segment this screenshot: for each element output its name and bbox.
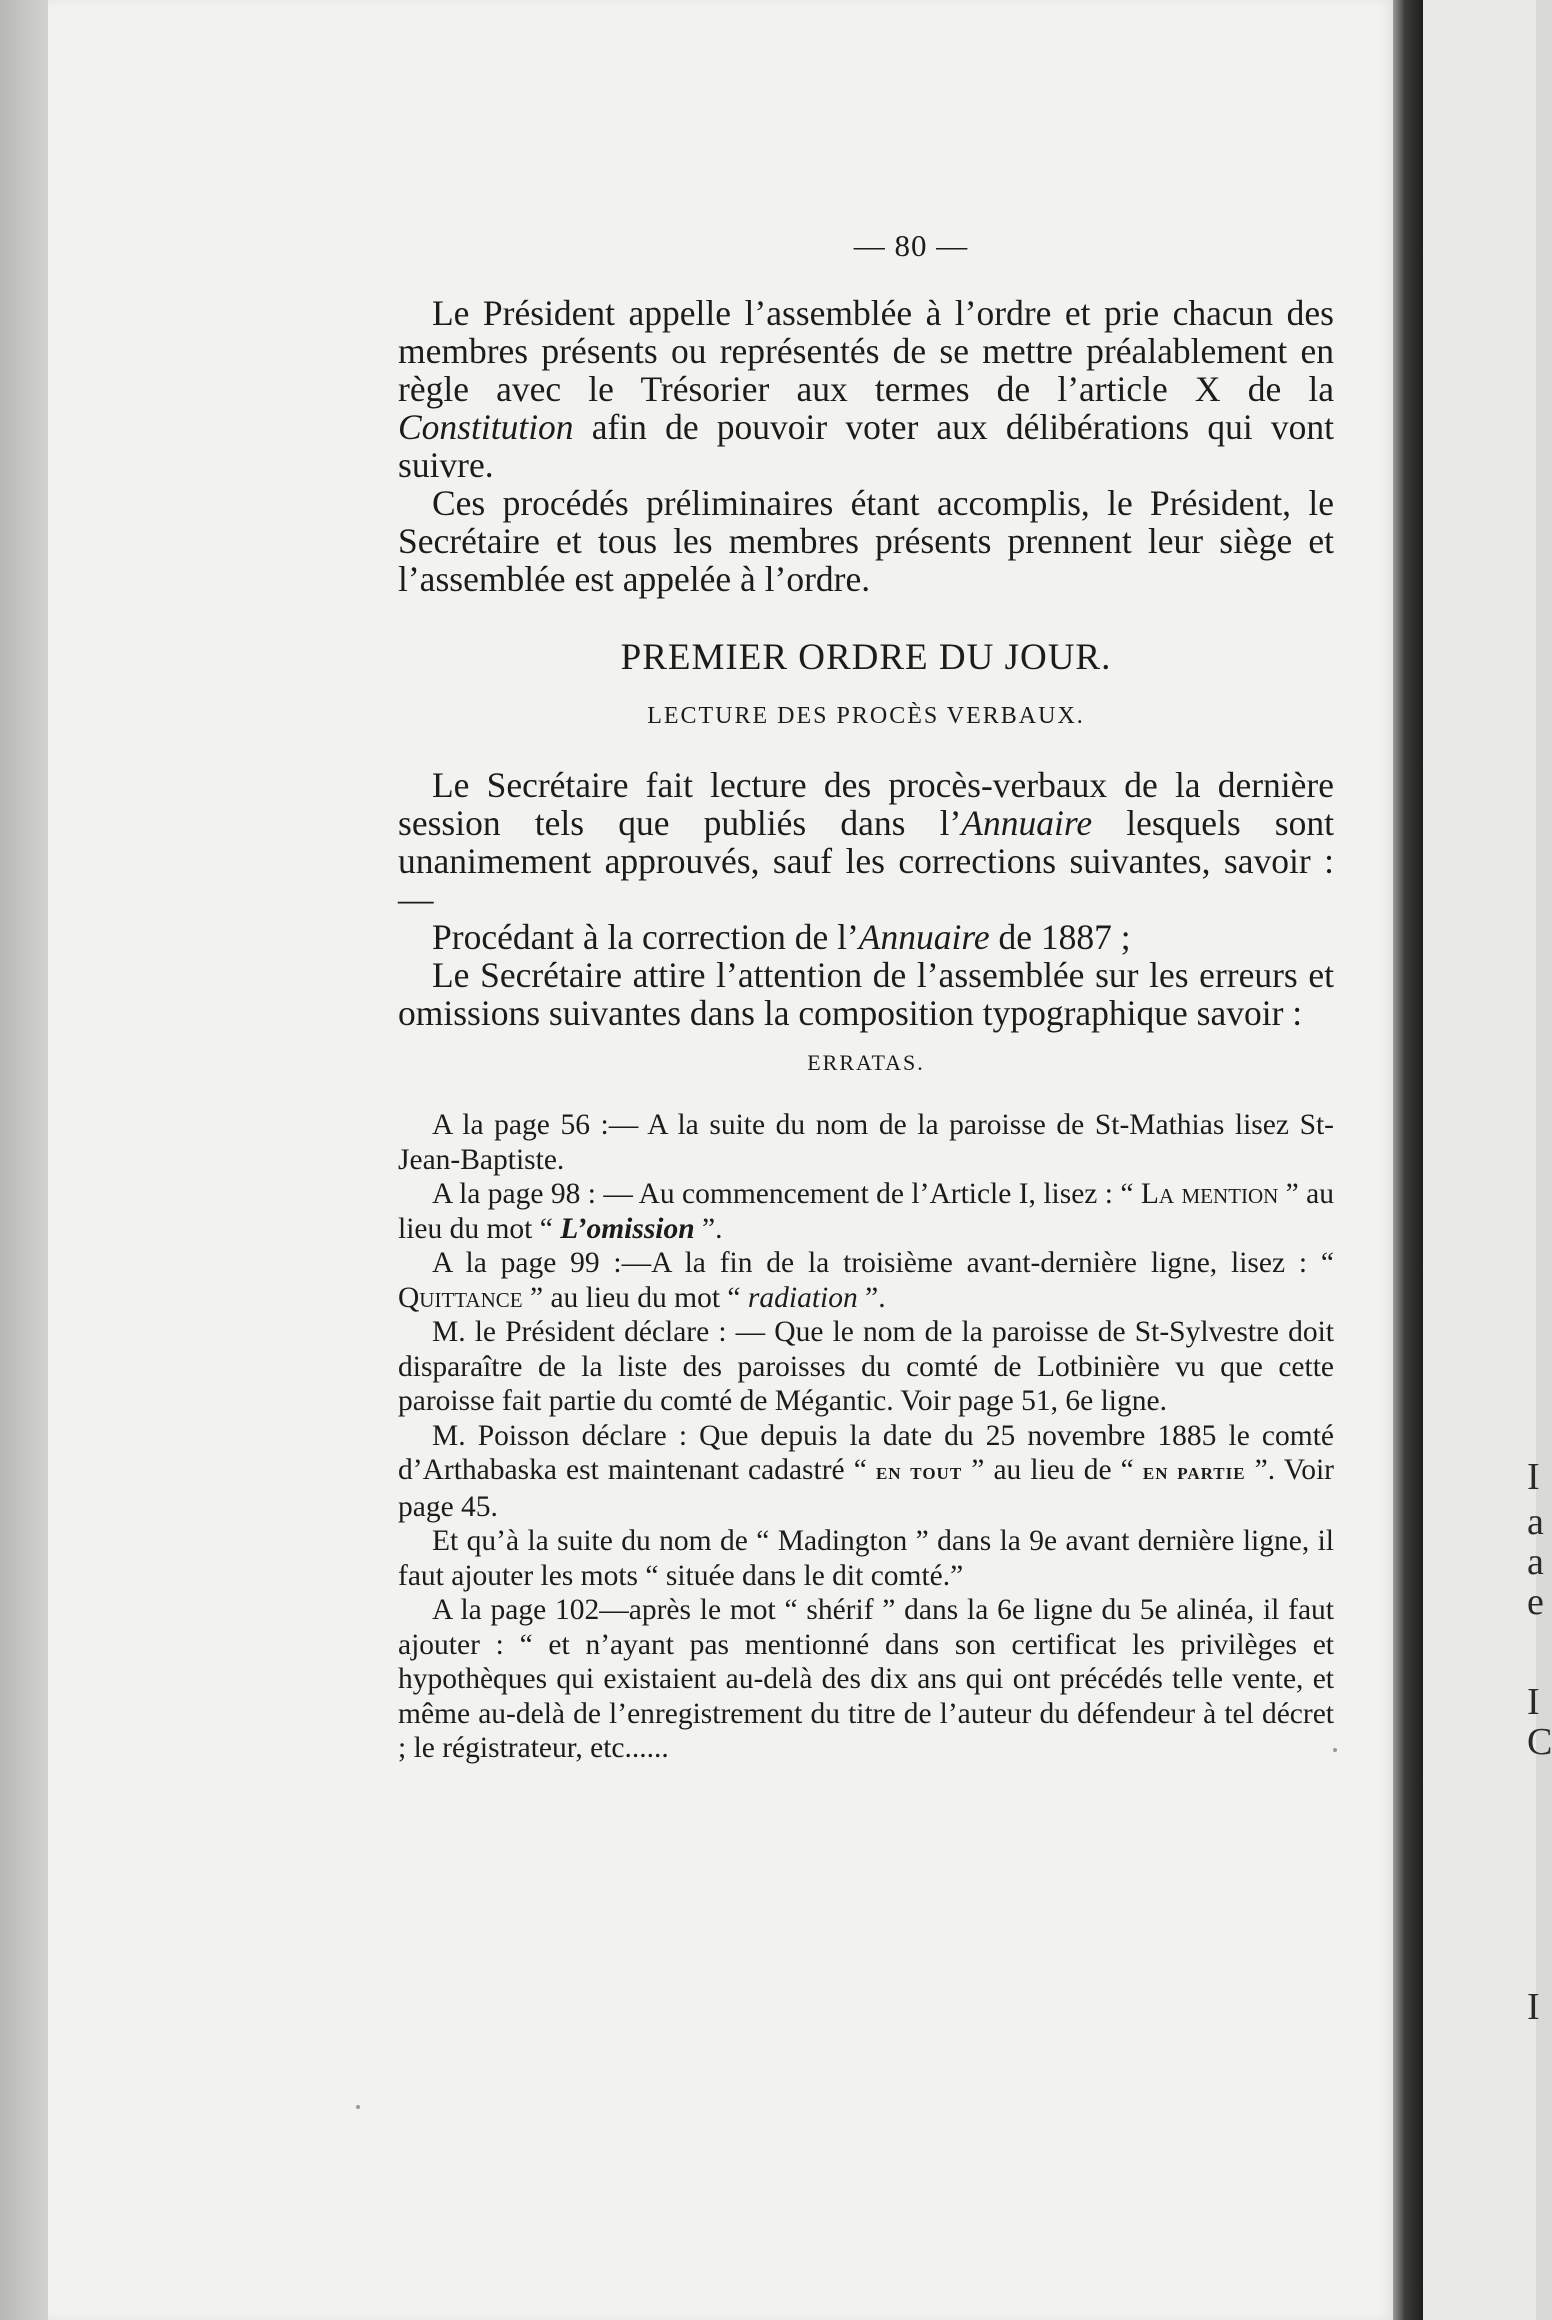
small-caps-term: en tout	[875, 1459, 963, 1485]
italic-term: Annuaire	[858, 917, 990, 957]
paper-speck	[1333, 1748, 1337, 1752]
small-caps-term: La mention	[1140, 1178, 1279, 1210]
adjacent-page-fragment: C	[1527, 1721, 1552, 1763]
adjacent-page-fragment: I	[1527, 1681, 1540, 1723]
adjacent-page-fragment: e	[1527, 1581, 1544, 1623]
errata-item-5: M. Poisson déclare : Que depuis la date du 25 novembre 1885 le comté d’Arthabaska est maintenant cadastré “ en tout ” au lieu de “ en partie ”. Voir page 45.	[398, 1419, 1334, 1523]
reading-paragraph-1: Le Secrétaire fait lecture des procès-verbaux de la dernière session tels que publiés dans l’Annuaire lesquels sont unanimement approuvés, sauf les corrections suivantes, savoir :—	[398, 765, 1334, 919]
page-gutter-edge	[1393, 0, 1423, 2320]
intro-paragraph-2: Ces procédés préliminaires étant accomplis, le Président, le Secrétaire et tous les membres présents prennent leur siège et l’assemblée est appelée à l’ordre.	[398, 483, 1334, 599]
reading-paragraph-2: Procédant à la correction de l’Annuaire de 1887 ;	[432, 917, 1131, 957]
intro-paragraph-1: Le Président appelle l’assemblée à l’ordre et prie chacun des membres présents ou représentés de se mettre préalablement en règle avec le Trésorier aux termes de l’article X de la Constitution afin de pouvoir voter aux délibérations qui vont suivre.	[398, 293, 1334, 485]
page-content	[398, 228, 1334, 1766]
errata-item-3: A la page 99 :—A la fin de la troisième avant-dernière ligne, lisez : “ Quittance ” au lieu du mot “ radiation ”.	[398, 1247, 1334, 1314]
errata-heading: ERRATAS.	[807, 1050, 925, 1075]
small-caps-term: Quittance	[398, 1281, 523, 1314]
italic-term: Annuaire	[961, 803, 1093, 843]
errata-section	[398, 1108, 1334, 1766]
italic-term: L’omission	[560, 1212, 695, 1245]
intro-section	[398, 294, 1334, 598]
section-heading: PREMIER ORDRE DU JOUR.	[620, 637, 1112, 678]
page-number: — 80 —	[853, 228, 969, 263]
adjacent-page-fragment: I	[1527, 1986, 1540, 2028]
small-caps-term: en partie	[1142, 1459, 1246, 1485]
subsection-heading: LECTURE DES PROCÈS VERBAUX.	[647, 703, 1085, 729]
reading-section	[398, 766, 1334, 1032]
reading-paragraph-3: Le Secrétaire attire l’attention de l’assemblée sur les erreurs et omissions suivantes dans la composition typographique savoir :	[398, 955, 1334, 1033]
italic-term: radiation	[747, 1281, 858, 1314]
paper-speck	[356, 2105, 360, 2109]
adjacent-page-strip	[1423, 0, 1552, 2320]
errata-item-2: A la page 98 : — Au commencement de l’Article I, lisez : “ La mention ” au lieu du mot “ L’omission ”.	[398, 1178, 1335, 1245]
adjacent-page-fragment: I	[1527, 1456, 1540, 1498]
italic-term: Constitution	[398, 407, 574, 447]
errata-item-1: A la page 56 :— A la suite du nom de la paroisse de St-Mathias lisez St-Jean-Baptiste.	[398, 1109, 1334, 1176]
book-page	[48, 0, 1393, 2320]
left-page-margin	[0, 0, 48, 2320]
errata-item-6: Et qu’à la suite du nom de “ Madington ” dans la 9e avant dernière ligne, il faut ajouter les mots “ située dans le dit comté.”	[398, 1525, 1334, 1592]
adjacent-page-fragment: a	[1527, 1541, 1544, 1583]
errata-item-7: A la page 102—après le mot “ shérif ” dans la 6e ligne du 5e alinéa, il faut ajouter : “ et n’ayant pas mentionné dans son certificat les privilèges et hypothèques qui existaient au-delà des dix ans qui ont précédés telle vente, et même au-delà de l’enregistrement du titre de l’auteur du défendeur à tel décret ; le régistrateur, etc......	[398, 1594, 1334, 1764]
adjacent-page-fragment: a	[1527, 1501, 1544, 1543]
errata-item-4: M. le Président déclare : — Que le nom de la paroisse de St-Sylvestre doit disparaître de la liste des paroisses du comté de Lotbinière vu que cette paroisse fait partie du comté de Mégantic. Voir page 51, 6e ligne.	[398, 1316, 1334, 1417]
